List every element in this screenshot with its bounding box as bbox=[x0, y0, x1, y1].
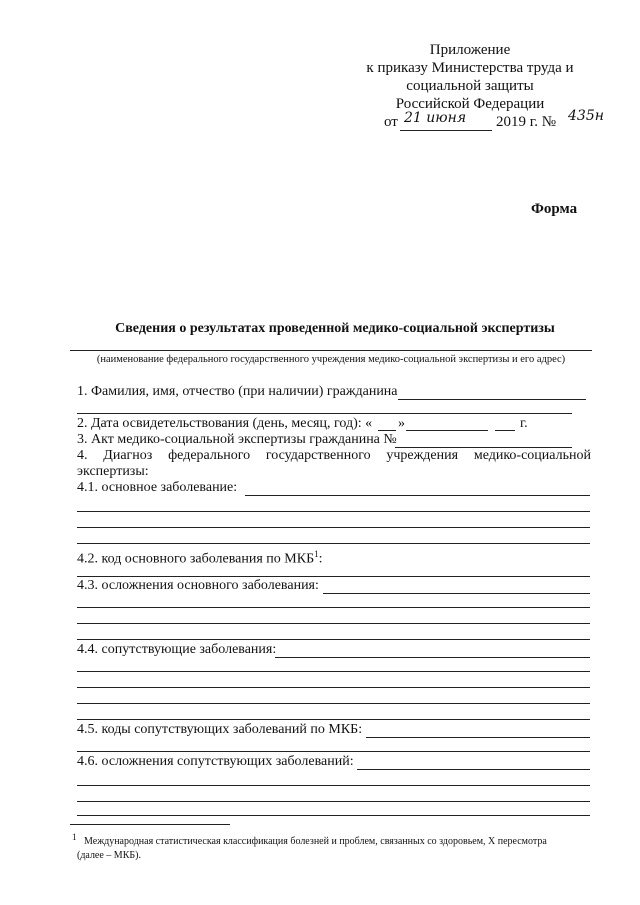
header-date-handwritten: 21 июня bbox=[404, 110, 467, 126]
item-2-label: 2. Дата освидетельствования (день, месяц, год): « bbox=[77, 416, 373, 431]
item-4-6-label: 4.6. осложнения сопутствующих заболеваний: bbox=[77, 754, 354, 769]
header-federation: Российской Федерации bbox=[395, 96, 545, 112]
item-4-3-line-3[interactable] bbox=[77, 623, 590, 624]
item-4-3-field[interactable] bbox=[323, 593, 590, 594]
item-4-4-label: 4.4. сопутствующие заболевания: bbox=[77, 642, 277, 657]
item-4-3-label: 4.3. осложнения основного заболевания: bbox=[77, 578, 319, 593]
header-ministry: социальной защиты bbox=[406, 78, 534, 94]
form-label: Форма bbox=[531, 201, 578, 217]
item-2-year-suffix: г. bbox=[520, 416, 528, 431]
document-title: Сведения о результатах проведенной медико-социальной экспертизы bbox=[115, 321, 555, 336]
header-date-prefix: от bbox=[384, 114, 398, 130]
item-4-4-field[interactable] bbox=[275, 657, 590, 658]
item-4-6-line-2[interactable] bbox=[77, 785, 590, 786]
item-4-4-line-5[interactable] bbox=[77, 719, 590, 720]
item-4-6-line-4[interactable] bbox=[77, 815, 590, 816]
footnote-text-cont: (далее – МКБ). bbox=[77, 850, 141, 861]
header-appendix: Приложение bbox=[429, 42, 511, 58]
item-3-label: 3. Акт медико-социальной экспертизы гражданина № bbox=[77, 432, 397, 447]
item-4-5-line-2[interactable] bbox=[77, 751, 590, 752]
header-number-handwritten: 435н bbox=[568, 108, 604, 124]
item-2-day-field[interactable] bbox=[378, 430, 396, 431]
item-4-4-line-3[interactable] bbox=[77, 687, 590, 688]
item-4-4-line-4[interactable] bbox=[77, 703, 590, 704]
item-4-6-field[interactable] bbox=[357, 769, 590, 770]
footnote-ref: 1 bbox=[314, 549, 319, 559]
footnote-separator bbox=[70, 824, 230, 825]
org-name-line bbox=[70, 350, 592, 351]
item-4-1-line-4[interactable] bbox=[77, 543, 590, 544]
item-4-1-line-3[interactable] bbox=[77, 527, 590, 528]
item-1-label: 1. Фамилия, имя, отчество (при наличии) гражданина bbox=[77, 384, 398, 399]
footnote-mark: 1 bbox=[72, 832, 77, 842]
item-4-5-field[interactable] bbox=[366, 737, 590, 738]
item-4-4-line-2[interactable] bbox=[77, 671, 590, 672]
item-4-3-line-4[interactable] bbox=[77, 639, 590, 640]
item-4-5-label: 4.5. коды сопутствующих заболеваний по МКБ: bbox=[77, 722, 363, 737]
item-1-field[interactable] bbox=[398, 399, 586, 400]
item-4-3-line-2[interactable] bbox=[77, 607, 590, 608]
item-2-year-field[interactable] bbox=[495, 430, 515, 431]
item-4-1-line-2[interactable] bbox=[77, 511, 590, 512]
item-4-2-text: 4.2. код основного заболевания по МКБ bbox=[77, 551, 315, 567]
org-caption: (наименование федерального государственного учреждения медико-социальной экспертизы и его адрес) bbox=[96, 354, 566, 365]
item-1-field-2[interactable] bbox=[77, 413, 572, 414]
item-4-label-cont: экспертизы: bbox=[77, 464, 149, 479]
header-date-underline bbox=[400, 130, 492, 131]
item-4-2-label bbox=[77, 546, 323, 568]
item-2-month-field[interactable] bbox=[406, 430, 488, 431]
item-4-2-colon: : bbox=[318, 551, 323, 567]
item-4-1-field[interactable] bbox=[245, 495, 590, 496]
footnote-text: Международная статистическая классификация болезней и проблем, связанных со здоровьем, X пересмотра bbox=[84, 836, 547, 847]
item-4-2-field[interactable] bbox=[77, 576, 590, 577]
item-4-6-line-3[interactable] bbox=[77, 801, 590, 802]
header-order-ref: к приказу Министерства труда и bbox=[366, 60, 574, 76]
header-year-number: 2019 г. № bbox=[496, 114, 557, 130]
item-4-label: 4. Диагноз федерального государственного учреждения медико-социальной bbox=[77, 448, 591, 463]
item-2-quote-close: » bbox=[398, 416, 405, 431]
item-4-1-label: 4.1. основное заболевание: bbox=[77, 480, 238, 495]
